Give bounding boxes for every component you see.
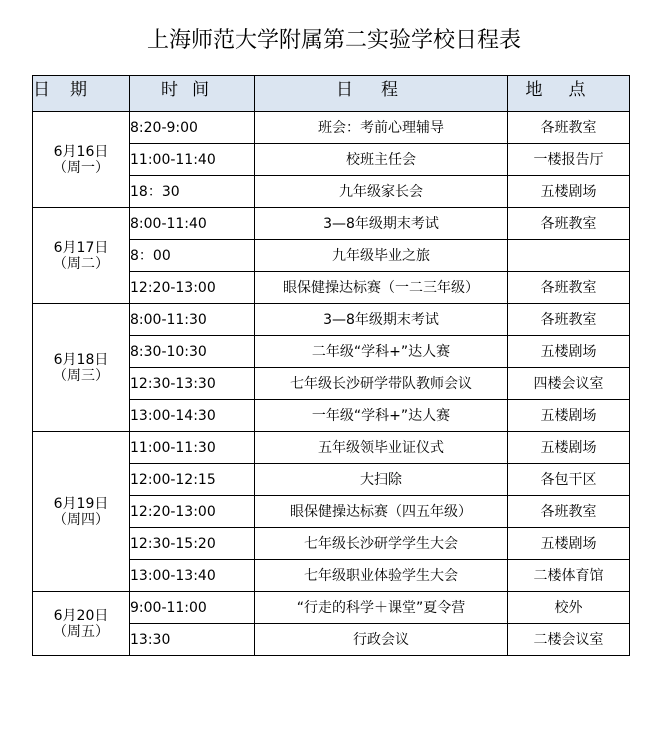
event-cell: 九年级家长会	[255, 176, 508, 208]
place-cell: 各包干区	[508, 464, 630, 496]
time-cell: 13:00-13:40	[130, 560, 255, 592]
date-cell	[33, 432, 130, 592]
place-cell	[508, 240, 630, 272]
table-row	[33, 304, 630, 336]
time-cell: 13:00-14:30	[130, 400, 255, 432]
time-cell: 18：30	[130, 176, 255, 208]
time-cell: 8：00	[130, 240, 255, 272]
time-cell: 11:00-11:40	[130, 144, 255, 176]
time-cell: 12:30-15:20	[130, 528, 255, 560]
time-cell: 13:30	[130, 624, 255, 656]
place-cell: 各班教室	[508, 496, 630, 528]
date-cell	[33, 592, 130, 656]
place-cell: 各班教室	[508, 272, 630, 304]
event-cell: 一年级“学科+”达人赛	[255, 400, 508, 432]
date-cell	[33, 304, 130, 432]
weekday-label: （周五）	[53, 623, 109, 640]
table-row	[33, 112, 630, 144]
event-cell: 九年级毕业之旅	[255, 240, 508, 272]
column-header-event: 日程	[255, 76, 508, 112]
time-cell: 8:00-11:30	[130, 304, 255, 336]
date-cell	[33, 208, 130, 304]
date-cell	[33, 112, 130, 208]
place-cell: 各班教室	[508, 112, 630, 144]
weekday-label: （周一）	[53, 159, 109, 176]
event-cell: 七年级长沙研学带队教师会议	[255, 368, 508, 400]
event-cell: 眼保健操达标赛（四五年级）	[255, 496, 508, 528]
time-cell: 8:00-11:40	[130, 208, 255, 240]
weekday-label: （周二）	[53, 255, 109, 272]
table-row	[33, 592, 630, 624]
time-cell: 12:00-12:15	[130, 464, 255, 496]
place-cell: 五楼剧场	[508, 336, 630, 368]
place-cell: 一楼报告厅	[508, 144, 630, 176]
time-cell: 12:20-13:00	[130, 496, 255, 528]
event-cell: 眼保健操达标赛（一二三年级）	[255, 272, 508, 304]
place-cell: 校外	[508, 592, 630, 624]
event-cell: “行走的科学＋课堂”夏令营	[255, 592, 508, 624]
column-header-time: 时间	[130, 76, 255, 112]
date-label: 6月16日	[53, 143, 109, 160]
event-cell: 大扫除	[255, 464, 508, 496]
time-cell: 9:00-11:00	[130, 592, 255, 624]
event-cell: 七年级长沙研学学生大会	[255, 528, 508, 560]
column-header-place: 地点	[508, 76, 630, 112]
table-row	[33, 208, 630, 240]
date-label: 6月17日	[53, 239, 109, 256]
event-cell: 3—8年级期末考试	[255, 208, 508, 240]
schedule-table	[32, 75, 630, 656]
event-cell: 3—8年级期末考试	[255, 304, 508, 336]
time-cell: 12:30-13:30	[130, 368, 255, 400]
place-cell: 五楼剧场	[508, 528, 630, 560]
place-cell: 五楼剧场	[508, 400, 630, 432]
weekday-label: （周三）	[53, 367, 109, 384]
event-cell: 行政会议	[255, 624, 508, 656]
place-cell: 各班教室	[508, 208, 630, 240]
table-row	[33, 432, 630, 464]
date-label: 6月19日	[53, 495, 109, 512]
event-cell: 班会：考前心理辅导	[255, 112, 508, 144]
time-cell: 11:00-11:30	[130, 432, 255, 464]
place-cell: 二楼会议室	[508, 624, 630, 656]
date-label: 6月20日	[53, 607, 109, 624]
place-cell: 各班教室	[508, 304, 630, 336]
page-title: 上海师范大学附属第二实验学校日程表	[146, 28, 521, 53]
time-cell: 8:20-9:00	[130, 112, 255, 144]
place-cell: 五楼剧场	[508, 176, 630, 208]
time-cell: 8:30-10:30	[130, 336, 255, 368]
date-label: 6月18日	[53, 351, 109, 368]
table-header-row	[33, 76, 630, 112]
column-header-date: 日期	[33, 76, 130, 112]
event-cell: 七年级职业体验学生大会	[255, 560, 508, 592]
place-cell: 二楼体育馆	[508, 560, 630, 592]
event-cell: 五年级领毕业证仪式	[255, 432, 508, 464]
place-cell: 四楼会议室	[508, 368, 630, 400]
time-cell: 12:20-13:00	[130, 272, 255, 304]
event-cell: 二年级“学科+”达人赛	[255, 336, 508, 368]
place-cell: 五楼剧场	[508, 432, 630, 464]
event-cell: 校班主任会	[255, 144, 508, 176]
weekday-label: （周四）	[53, 511, 109, 528]
